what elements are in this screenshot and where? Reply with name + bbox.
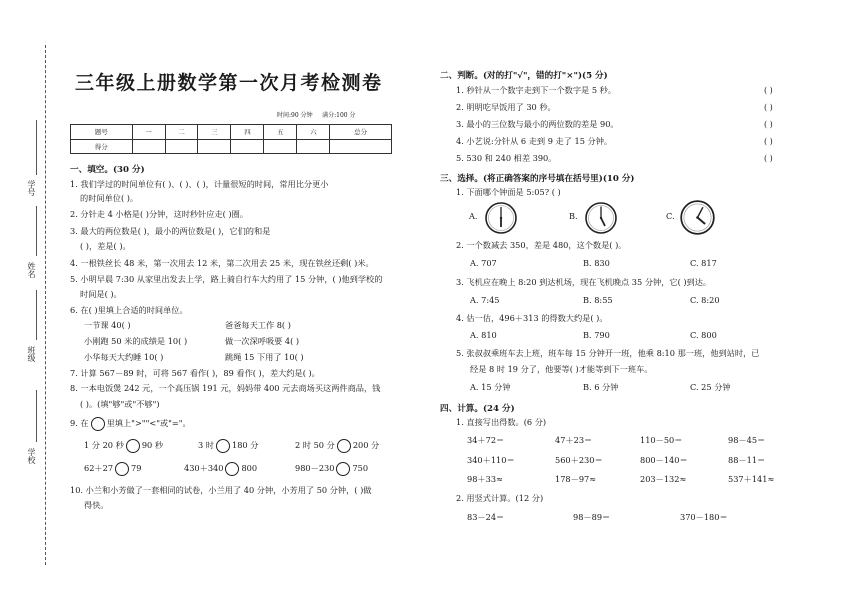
score-cell[interactable] <box>165 139 198 154</box>
choice-option[interactable]: A. 7:45 <box>470 295 500 305</box>
score-cell[interactable] <box>297 139 330 154</box>
score-header-cell: 三 <box>198 125 231 140</box>
clock-icon-c[interactable] <box>679 199 716 236</box>
choice-option-label: C. <box>666 211 675 221</box>
compare-left: 980－230 <box>295 463 335 473</box>
section-choice: 三、选择。(将正确答案的序号填在括号里)(10 分) <box>440 174 635 184</box>
choice-5-line-1: 5. 张叔叔乘班车去上班，班车每 15 分钟开一班，他乘 8:10 那一班，他到站时，已 <box>456 348 760 358</box>
score-header-cell: 六 <box>297 125 330 140</box>
calc-item: 98＋33≈ <box>467 474 503 484</box>
choice-option[interactable]: C. 25 分钟 <box>690 382 731 392</box>
score-cell[interactable] <box>198 139 231 154</box>
answer-paren[interactable]: ( ) <box>764 120 773 129</box>
question-9-suffix: 里填上">""<"或"="。 <box>106 418 191 428</box>
school-line <box>36 390 37 442</box>
choice-option[interactable]: C. 800 <box>690 330 717 340</box>
score-cell[interactable] <box>264 139 297 154</box>
judge-item: 5. 530 和 240 相差 390。 <box>456 153 557 163</box>
question-5-line-2: 时间是( )。 <box>80 289 122 299</box>
compare-circle[interactable] <box>91 417 105 431</box>
question-10-line-2: 得快。 <box>84 500 109 510</box>
compare-item <box>184 462 257 476</box>
choice-2: 2. 一个数减去 350，差是 480，这个数是( )。 <box>456 240 627 250</box>
clock-icon-a[interactable] <box>484 201 518 235</box>
compare-left: 1 分 20 秒 <box>84 440 124 450</box>
score-cell[interactable] <box>231 139 264 154</box>
judge-item: 2. 明明吃早饭用了 30 秒。 <box>456 102 556 112</box>
question-9-prefix: 9. 在 <box>70 418 89 428</box>
compare-circle[interactable] <box>216 439 230 453</box>
side-label-class: 班级 <box>27 346 36 362</box>
choice-option[interactable]: B. 6 分钟 <box>583 382 619 392</box>
question-5-line-1: 5. 小明早晨 7:30 从家里出发去上学，路上骑自行车大约用了 15 分钟，( )他到学校的 <box>70 274 383 284</box>
question-10-line-1: 10. 小兰和小芳做了一套相同的试卷，小兰用了 40 分钟，小芳用了 50 分钟，( )做 <box>70 485 372 495</box>
choice-5-line-2: 经是 8 时 19 分了，他要等( )才能等到下一班车。 <box>470 364 653 374</box>
full-score: 满分:100 分 <box>322 112 356 119</box>
score-header-cell: 二 <box>165 125 198 140</box>
score-row-label: 得分 <box>71 139 133 154</box>
question-1-line-1: 1. 我们学过的时间单位有( )、( )、( )，计量很短的时间，常用比分更小 <box>70 179 329 189</box>
choice-option[interactable]: B. 8:55 <box>583 295 613 305</box>
question-3-line-1: 3. 最大的两位数是( )，最小的两位数是( )，它们的和是 <box>70 226 271 236</box>
choice-option[interactable]: B. 830 <box>583 258 610 268</box>
side-label-student-id: 学号 <box>27 180 36 196</box>
calc-item: 34＋72＝ <box>467 435 505 445</box>
choice-option-label: B. <box>569 211 578 221</box>
section-calc: 四、计算。(24 分) <box>440 404 515 414</box>
score-header-cell: 一 <box>132 125 165 140</box>
question-6-item: 小华每天大约睡 10( ) <box>84 352 164 362</box>
choice-3: 3. 飞机应在晚上 8:20 到达机场，现在飞机晚点 35 分钟，它( )到达。 <box>456 277 712 287</box>
vertical-calc-item: 98－89＝ <box>573 512 611 522</box>
question-6-item: 爸爸每天工作 8( ) <box>225 320 291 330</box>
calc-item: 88－11＝ <box>728 455 766 465</box>
question-6-item: 小刚跑 50 米的成绩是 10( ) <box>84 336 188 346</box>
calc-item: 560＋230＝ <box>555 455 603 465</box>
choice-option[interactable]: C. 8:20 <box>690 295 720 305</box>
score-table-header-row <box>71 125 392 140</box>
score-header-cell: 题号 <box>71 125 133 140</box>
score-table <box>70 124 392 154</box>
question-8-line-2: ( )。(填"够"或"不够") <box>80 399 160 409</box>
compare-item <box>84 439 163 453</box>
answer-paren[interactable]: ( ) <box>764 137 773 146</box>
calc-item: 178－97≈ <box>555 474 597 484</box>
choice-option[interactable]: A. 810 <box>470 330 497 340</box>
side-label-name: 姓名 <box>27 262 36 278</box>
compare-left: 62＋27 <box>84 463 114 473</box>
compare-left: 2 时 50 分 <box>295 440 335 450</box>
compare-right: 200 分 <box>352 440 380 450</box>
answer-paren[interactable]: ( ) <box>764 154 773 163</box>
clock-icon-b[interactable] <box>584 201 618 235</box>
page-title: 三年级上册数学第一次月考检测卷 <box>75 72 383 94</box>
choice-option-label: A. <box>469 211 478 221</box>
vertical-calc-item: 370－180＝ <box>680 512 728 522</box>
calc-item: 203－132≈ <box>640 474 687 484</box>
choice-option[interactable]: B. 790 <box>583 330 610 340</box>
calc-part-2: 2. 用竖式计算。(12 分) <box>456 493 544 503</box>
calc-item: 800－140＝ <box>640 455 688 465</box>
question-3-line-2: ( )，差是( )。 <box>80 241 131 251</box>
score-header-cell: 四 <box>231 125 264 140</box>
score-header-cell: 五 <box>264 125 297 140</box>
question-1-line-2: 的时间单位( )。 <box>80 193 139 203</box>
compare-circle[interactable] <box>126 439 140 453</box>
class-line <box>36 290 37 340</box>
question-6-item: 跳绳 15 下用了 10( ) <box>225 352 304 362</box>
choice-option[interactable]: C. 817 <box>690 258 717 268</box>
question-2: 2. 分针走 4 小格是( )分钟，这时秒针应走( )圈。 <box>70 209 248 219</box>
side-label-school: 学校 <box>27 448 36 464</box>
compare-circle[interactable] <box>225 462 239 476</box>
calc-item: 47＋23＝ <box>555 435 593 445</box>
compare-item <box>198 439 258 453</box>
question-4: 4. 一根铁丝长 48 米，第一次用去 12 米，第二次用去 25 米，现在铁丝还剩( )米。 <box>70 258 374 268</box>
compare-right: 79 <box>131 463 142 473</box>
compare-item <box>84 462 141 476</box>
calc-item: 98－45＝ <box>728 435 766 445</box>
answer-paren[interactable]: ( ) <box>764 86 773 95</box>
compare-item <box>295 462 368 476</box>
choice-1: 1. 下面哪个钟面是 5:05? ( ) <box>456 187 561 197</box>
question-6-item: 做一次深呼吸要 4( ) <box>225 336 300 346</box>
question-7: 7. 计算 567－89 时，可将 567 看作( )，89 看作( )，差大约是( )。 <box>70 368 320 378</box>
compare-circle[interactable] <box>115 462 129 476</box>
name-line <box>36 206 37 256</box>
score-table-score-row <box>71 139 392 154</box>
section-fill-blank: 一、填空。(30 分) <box>70 165 145 175</box>
choice-4: 4. 估一估，496＋313 的得数大约是( )。 <box>456 313 608 323</box>
student-id-line <box>36 120 37 175</box>
question-6: 6. 在( )里填上合适的时间单位。 <box>70 305 188 315</box>
vertical-calc-item: 83－24＝ <box>467 512 505 522</box>
compare-left: 430＋340 <box>184 463 224 473</box>
question-8-line-1: 8. 一本电饭煲 242 元，一个高压锅 191 元，妈妈带 400 元去商场买这两件商品，钱 <box>70 383 381 393</box>
section-judge: 二、判断。(对的打"√"，错的打"×")(5 分) <box>440 71 608 81</box>
calc-item: 110－50＝ <box>640 435 683 445</box>
calc-item: 537＋141≈ <box>728 474 775 484</box>
calc-item: 340＋110＝ <box>467 455 515 465</box>
score-cell[interactable] <box>330 139 392 154</box>
judge-item: 4. 小艺说:分针从 6 走到 9 走了 15 分钟。 <box>456 136 613 146</box>
choice-option[interactable]: A. 15 分钟 <box>470 382 511 392</box>
compare-left: 3 时 <box>198 440 214 450</box>
compare-right: 750 <box>352 463 369 473</box>
calc-part-1: 1. 直接写出得数。(6 分) <box>456 417 547 427</box>
judge-item: 1. 秒针从一个数字走到下一个数字是 5 秒。 <box>456 85 617 95</box>
question-9 <box>70 417 191 431</box>
compare-circle[interactable] <box>336 462 350 476</box>
time-limit: 时间:90 分钟 <box>277 112 313 119</box>
binding-line <box>45 45 46 565</box>
exam-meta <box>277 110 356 119</box>
choice-option[interactable]: A. 707 <box>470 258 497 268</box>
compare-right: 180 分 <box>232 440 259 450</box>
judge-item: 3. 最小的三位数与最小的两位数的差是 90。 <box>456 119 619 129</box>
answer-paren[interactable]: ( ) <box>764 103 773 112</box>
question-6-item: 一节课 40( ) <box>84 320 131 330</box>
score-cell[interactable] <box>132 139 165 154</box>
compare-right: 800 <box>241 463 258 473</box>
compare-item <box>295 439 379 453</box>
compare-circle[interactable] <box>337 439 351 453</box>
compare-right: 90 秒 <box>141 440 164 450</box>
score-header-cell: 总分 <box>330 125 392 140</box>
